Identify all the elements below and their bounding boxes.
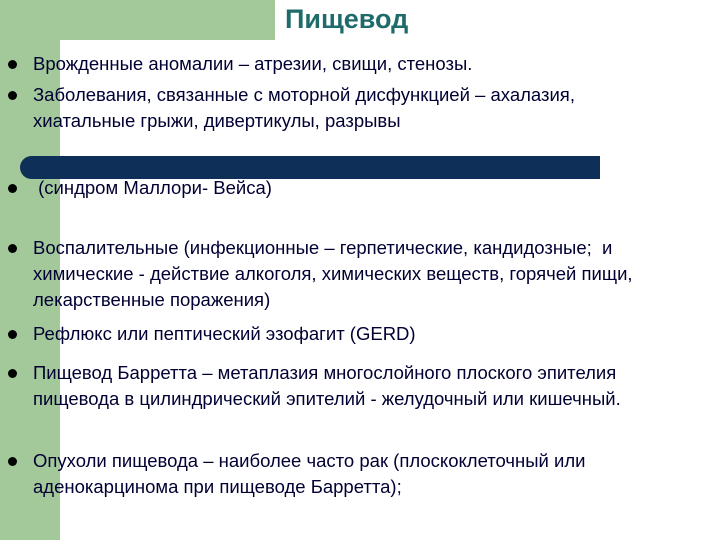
- list-item-text: Заболевания, связанные с моторной дисфункцией – ахалазия, хиатальные грыжи, дивертикулы, разрывы: [33, 84, 575, 131]
- bullet-icon: [8, 369, 17, 378]
- list-item: [0, 175, 700, 201]
- list-item-text: Воспалительные (инфекционные – герпетические, кандидозные; и химические - действие алкоголя, химических веществ, горячей пищи, лекарственные поражения): [33, 237, 638, 310]
- list-item-text: Врожденные аномалии – атрезии, свищи, стенозы.: [33, 53, 473, 74]
- list-item: [0, 360, 700, 412]
- list-item: [0, 321, 700, 347]
- list-item-text: (синдром Маллори- Вейса): [33, 177, 272, 198]
- list-item: [0, 82, 700, 134]
- header-decoration: [60, 0, 275, 40]
- list-item: [0, 448, 700, 500]
- list-item-text: Рефлюкс или пептический эзофагит (GERD): [33, 323, 416, 344]
- bullet-icon: [8, 184, 17, 193]
- bullet-icon: [8, 244, 17, 253]
- list-item-text: Пищевод Барретта – метаплазия многослойного плоского эпителия пищевода в цилиндрический эпителий - желудочный или кишечный.: [33, 362, 621, 409]
- bullet-icon: [8, 91, 17, 100]
- list-item: [0, 51, 700, 77]
- bullet-icon: [8, 330, 17, 339]
- list-item: [0, 235, 700, 313]
- bullet-icon: [8, 457, 17, 466]
- list-item-text: Опухоли пищевода – наиболее часто рак (плоскоклеточный или аденокарцинома при пищеводе Барретта);: [33, 450, 586, 497]
- bullet-icon: [8, 60, 17, 69]
- slide-title: Пищевод: [285, 4, 409, 34]
